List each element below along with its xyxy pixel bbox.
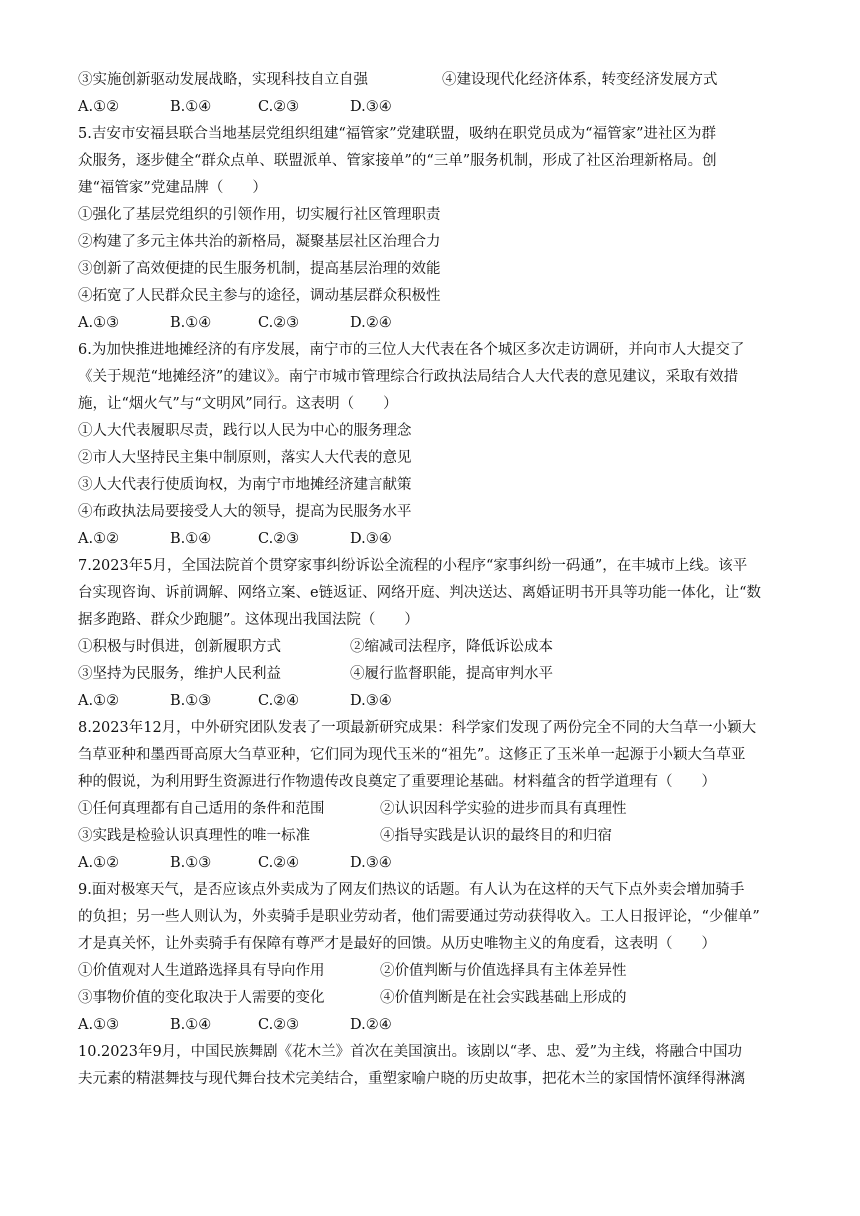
q6-option-d[interactable]: D.③④ (350, 531, 392, 547)
q9-statements-row-1 (78, 961, 790, 981)
q9-statement-3: ③事物价值的变化取决于人需要的变化 (78, 990, 325, 1006)
q8-stem-line-3: 种的假说，为利用野生资源进行作物遗传改良奠定了重要理论基础。材料蕴含的哲学道理有（ ） (78, 774, 716, 790)
q5-statement-3: ③创新了高效便捷的民生服务机制，提高基层治理的效能 (78, 261, 441, 277)
q8-stem-line-2: 刍草亚种和墨西哥高原大刍草亚种，它们同为现代玉米的“祖先”。这修正了玉米单一起源于小颖大刍草亚 (78, 747, 746, 763)
q5-statement-2: ②构建了多元主体共治的新格局，凝聚基层社区治理合力 (78, 234, 441, 250)
q5-option-b[interactable]: B.①④ (170, 315, 212, 331)
q6-option-a[interactable]: A.①② (78, 531, 120, 547)
q7-option-d[interactable]: D.③④ (350, 693, 392, 709)
q4-option-c[interactable]: C.②③ (258, 99, 300, 115)
q4-options (78, 97, 790, 117)
q10-stem-line-1: 10.2023年9月，中国民族舞剧《花木兰》首次在美国演出。该剧以“孝、忠、爱”为主线，将融合中国功 (78, 1044, 743, 1060)
q8-options (78, 853, 790, 873)
q4-statement-4: ④建设现代化经济体系，转变经济发展方式 (442, 72, 718, 88)
q7-stem-line-2: 台实现咨询、诉前调解、网络立案、e链返证、网络开庭、判决送达、离婚证明书开具等功能一体化，让“数 (78, 585, 761, 601)
q9-stem-line-3: 才是真关怀，让外卖骑手有保障有尊严才是最好的回馈。从历史唯物主义的角度看，这表明（ ） (78, 936, 716, 952)
q6-stem-line-2: 《关于规范“地摊经济”的建议》。南宁市城市管理综合行政执法局结合人大代表的意见建议，采取有效措 (78, 369, 739, 385)
q9-option-d[interactable]: D.②④ (350, 1017, 392, 1033)
q7-stem-line-3: 据多跑路、群众少跑腿”。这体现出我国法院（ ） (78, 612, 419, 628)
q9-options (78, 1015, 790, 1035)
q9-statement-2: ②价值判断与价值选择具有主体差异性 (380, 963, 627, 979)
q8-statement-3: ③实践是检验认识真理性的唯一标准 (78, 828, 310, 844)
q5-stem-line-2: 众服务，逐步健全“群众点单、联盟派单、管家接单”的“三单”服务机制，形成了社区治理新格局。创 (78, 153, 717, 169)
q8-option-d[interactable]: D.③④ (350, 855, 392, 871)
q8-option-b[interactable]: B.①③ (170, 855, 212, 871)
q7-option-b[interactable]: B.①③ (170, 693, 212, 709)
q4-option-d[interactable]: D.③④ (350, 99, 392, 115)
q7-statement-3: ③坚持为民服务，维护人民利益 (78, 666, 281, 682)
q6-stem-line-3: 施，让“烟火气”与“文明风”同行。这表明（ ） (78, 396, 398, 412)
q10-stem-line-2: 夫元素的精湛舞技与现代舞台技术完美结合，重塑家喻户晓的历史故事，把花木兰的家国情怀演绎得淋漓 (78, 1071, 745, 1087)
q6-statement-4: ④布政执法局要接受人大的领导，提高为民服务水平 (78, 504, 412, 520)
q8-stem-line-1: 8.2023年12月，中外研究团队发表了一项最新研究成果：科学家们发现了两份完全不同的大刍草一小颖大 (78, 720, 757, 736)
q4-option-a[interactable]: A.①② (78, 99, 120, 115)
q7-statement-1: ①积极与时俱进，创新履职方式 (78, 639, 281, 655)
q7-option-c[interactable]: C.②④ (258, 693, 300, 709)
q6-stem-line-1: 6.为加快推进地摊经济的有序发展，南宁市的三位人大代表在各个城区多次走访调研，并向市人大提交了 (78, 342, 745, 358)
q5-statement-1: ①强化了基层党组织的引领作用，切实履行社区管理职责 (78, 207, 441, 223)
q5-option-a[interactable]: A.①③ (78, 315, 120, 331)
q9-stem-line-2: 的负担；另一些人则认为，外卖骑手是职业劳动者，他们需要通过劳动获得收入。工人日报评论，“少催单” (78, 909, 760, 925)
q8-statements-row-2 (78, 826, 790, 846)
q9-statement-1: ①价值观对人生道路选择具有导向作用 (78, 963, 325, 979)
q6-statement-3: ③人大代表行使质询权，为南宁市地摊经济建言献策 (78, 477, 412, 493)
q9-option-c[interactable]: C.②③ (258, 1017, 300, 1033)
q9-statements-row-2 (78, 988, 790, 1008)
q6-option-c[interactable]: C.②③ (258, 531, 300, 547)
q9-stem-line-1: 9.面对极寒天气，是否应该点外卖成为了网友们热议的话题。有人认为在这样的天气下点外卖会增加骑手 (78, 882, 745, 898)
q6-statement-2: ②市人大坚持民主集中制原则，落实人大代表的意见 (78, 450, 412, 466)
q8-statement-1: ①任何真理都有自己适用的条件和范围 (78, 801, 325, 817)
q7-option-a[interactable]: A.①② (78, 693, 120, 709)
q7-statements-row-1 (78, 637, 790, 657)
q8-statement-2: ②认识因科学实验的进步而具有真理性 (380, 801, 627, 817)
q5-options (78, 313, 790, 333)
q7-statement-2: ②缩减司法程序，降低诉讼成本 (350, 639, 553, 655)
q5-stem-line-3: 建“福管家”党建品牌（ ） (78, 180, 267, 196)
q4-statement-3: ③实施创新驱动发展战略，实现科技自立自强 (78, 72, 368, 88)
q8-option-c[interactable]: C.②④ (258, 855, 300, 871)
q7-statement-4: ④履行监督职能，提高审判水平 (350, 666, 553, 682)
q7-options (78, 691, 790, 711)
q8-option-a[interactable]: A.①② (78, 855, 120, 871)
q9-option-a[interactable]: A.①③ (78, 1017, 120, 1033)
q6-options (78, 529, 790, 549)
q6-option-b[interactable]: B.①④ (170, 531, 212, 547)
q5-option-c[interactable]: C.②③ (258, 315, 300, 331)
q4-statements-row (78, 70, 790, 90)
q8-statement-4: ④指导实践是认识的最终目的和归宿 (380, 828, 612, 844)
q6-statement-1: ①人大代表履职尽责，践行以人民为中心的服务理念 (78, 423, 412, 439)
q9-option-b[interactable]: B.①④ (170, 1017, 212, 1033)
q7-statements-row-2 (78, 664, 790, 684)
q5-stem-line-1: 5.吉安市安福县联合当地基层党组织组建“福管家”党建联盟，吸纳在职党员成为“福管家”进社区为群 (78, 126, 716, 142)
q7-stem-line-1: 7.2023年5月，全国法院首个贯穿家事纠纷诉讼全流程的小程序“家事纠纷一码通”，在丰城市上线。该平 (78, 558, 748, 574)
q9-statement-4: ④价值判断是在社会实践基础上形成的 (380, 990, 627, 1006)
q4-option-b[interactable]: B.①④ (170, 99, 212, 115)
q5-statement-4: ④拓宽了人民群众民主参与的途径，调动基层群众积极性 (78, 288, 441, 304)
q8-statements-row-1 (78, 799, 790, 819)
q5-option-d[interactable]: D.②④ (350, 315, 392, 331)
